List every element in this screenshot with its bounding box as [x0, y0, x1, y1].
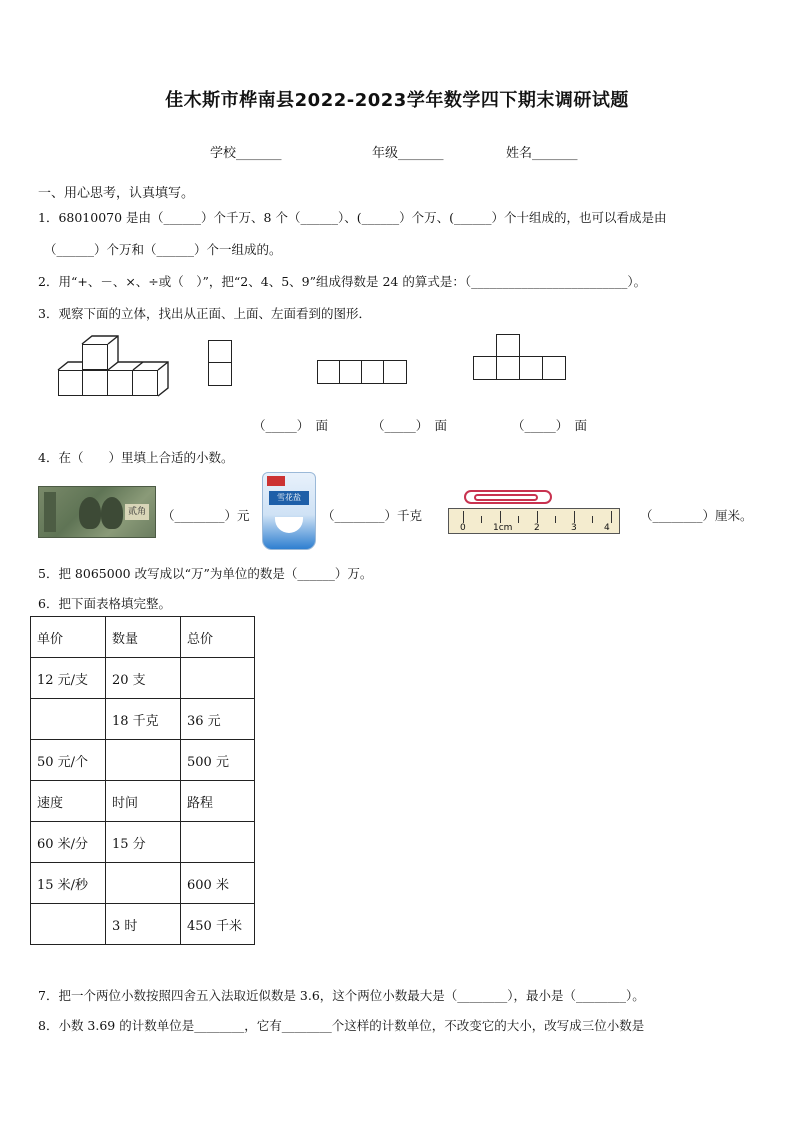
question-4-blank-yuan: （________）元 — [162, 508, 250, 523]
question-4-blank-cm: （________）厘米。 — [640, 508, 753, 523]
ruler-label: 0 — [460, 523, 466, 533]
table-cell: 15 米/秒 — [31, 863, 106, 904]
table-cell — [106, 740, 181, 781]
table-cell: 时间 — [106, 781, 181, 822]
table-cell — [181, 822, 255, 863]
question-3: 3．观察下面的立体，找出从正面、上面、左面看到的图形． — [38, 306, 371, 321]
table-cell: 3 时 — [106, 904, 181, 945]
banknote-label: 贰角 — [125, 504, 149, 520]
question-7: 7．把一个两位小数按照四舍五入法取近似数是 3.6，这个两位小数最大是（________），最小是（________）。 — [38, 988, 645, 1003]
ruler-label: 4 — [604, 523, 610, 533]
table-row — [31, 863, 255, 904]
page-title: 佳木斯市桦南县2022-2023学年数学四下期末调研试题 — [165, 90, 629, 111]
table-cell — [106, 863, 181, 904]
paperclip-inner — [474, 494, 538, 501]
table-row — [31, 781, 255, 822]
table-cell — [31, 904, 106, 945]
question-1-line-2: （______）个万和（______）个一组成的。 — [44, 242, 282, 257]
question-1-line-1: 1．68010070 是由（______）个千万、8 个（______）、(______）个万、(______）个十组成的，也可以看成是由 — [38, 210, 667, 225]
ruler-label: 3 — [571, 523, 577, 533]
ruler-label: 2 — [534, 523, 540, 533]
table-cell — [181, 658, 255, 699]
table-cell: 50 元/个 — [31, 740, 106, 781]
table-cell: 速度 — [31, 781, 106, 822]
school-field: 学校_______ — [210, 146, 282, 161]
salt-bag-image — [262, 472, 316, 550]
table-cell: 单价 — [31, 617, 106, 658]
table-row — [31, 617, 255, 658]
question-5: 5．把 8065000 改写成以“万”为单位的数是（______）万。 — [38, 566, 373, 581]
section-heading: 一、用心思考，认真填写。 — [38, 186, 195, 201]
question-3-answer-2: （_____） 面 — [372, 418, 448, 433]
question-4: 4．在（ ）里填上合适的小数。 — [38, 450, 234, 465]
table-cell: 36 元 — [181, 699, 255, 740]
table-cell: 18 千克 — [106, 699, 181, 740]
ruler-label: 1cm — [493, 523, 513, 533]
table-row — [31, 658, 255, 699]
question-3-answer-1: （_____） 面 — [253, 418, 329, 433]
name-field: 姓名_______ — [506, 146, 578, 161]
table-cell: 12 元/支 — [31, 658, 106, 699]
ruler-image — [448, 508, 620, 534]
grade-field: 年级_______ — [372, 146, 444, 161]
question-4-blank-kg: （________）千克 — [322, 508, 423, 523]
table-cell: 500 元 — [181, 740, 255, 781]
table-cell: 路程 — [181, 781, 255, 822]
table-cell: 450 千米 — [181, 904, 255, 945]
table-cell — [31, 699, 106, 740]
table-row — [31, 699, 255, 740]
question-6: 6．把下面表格填完整。 — [38, 596, 171, 611]
table-cell: 数量 — [106, 617, 181, 658]
table-row — [31, 822, 255, 863]
table-cell: 600 米 — [181, 863, 255, 904]
table-cell: 15 分 — [106, 822, 181, 863]
question-8: 8．小数 3.69 的计数单位是________，它有________个这样的计数单位，不改变它的大小，改写成三位小数是 — [38, 1018, 645, 1033]
banknote-image — [38, 486, 156, 538]
table-cell: 60 米/分 — [31, 822, 106, 863]
question-3-answer-3: （_____） 面 — [512, 418, 588, 433]
question-6-table — [30, 616, 255, 945]
table-row — [31, 904, 255, 945]
question-2: 2．用“+、－、×、÷或（ ）”，把“2、4、5、9”组成得数是 24 的算式是：（_________________________）。 — [38, 274, 647, 289]
salt-bag-label: 雪花盐 — [269, 491, 309, 505]
table-cell: 总价 — [181, 617, 255, 658]
table-cell: 20 支 — [106, 658, 181, 699]
table-row — [31, 740, 255, 781]
